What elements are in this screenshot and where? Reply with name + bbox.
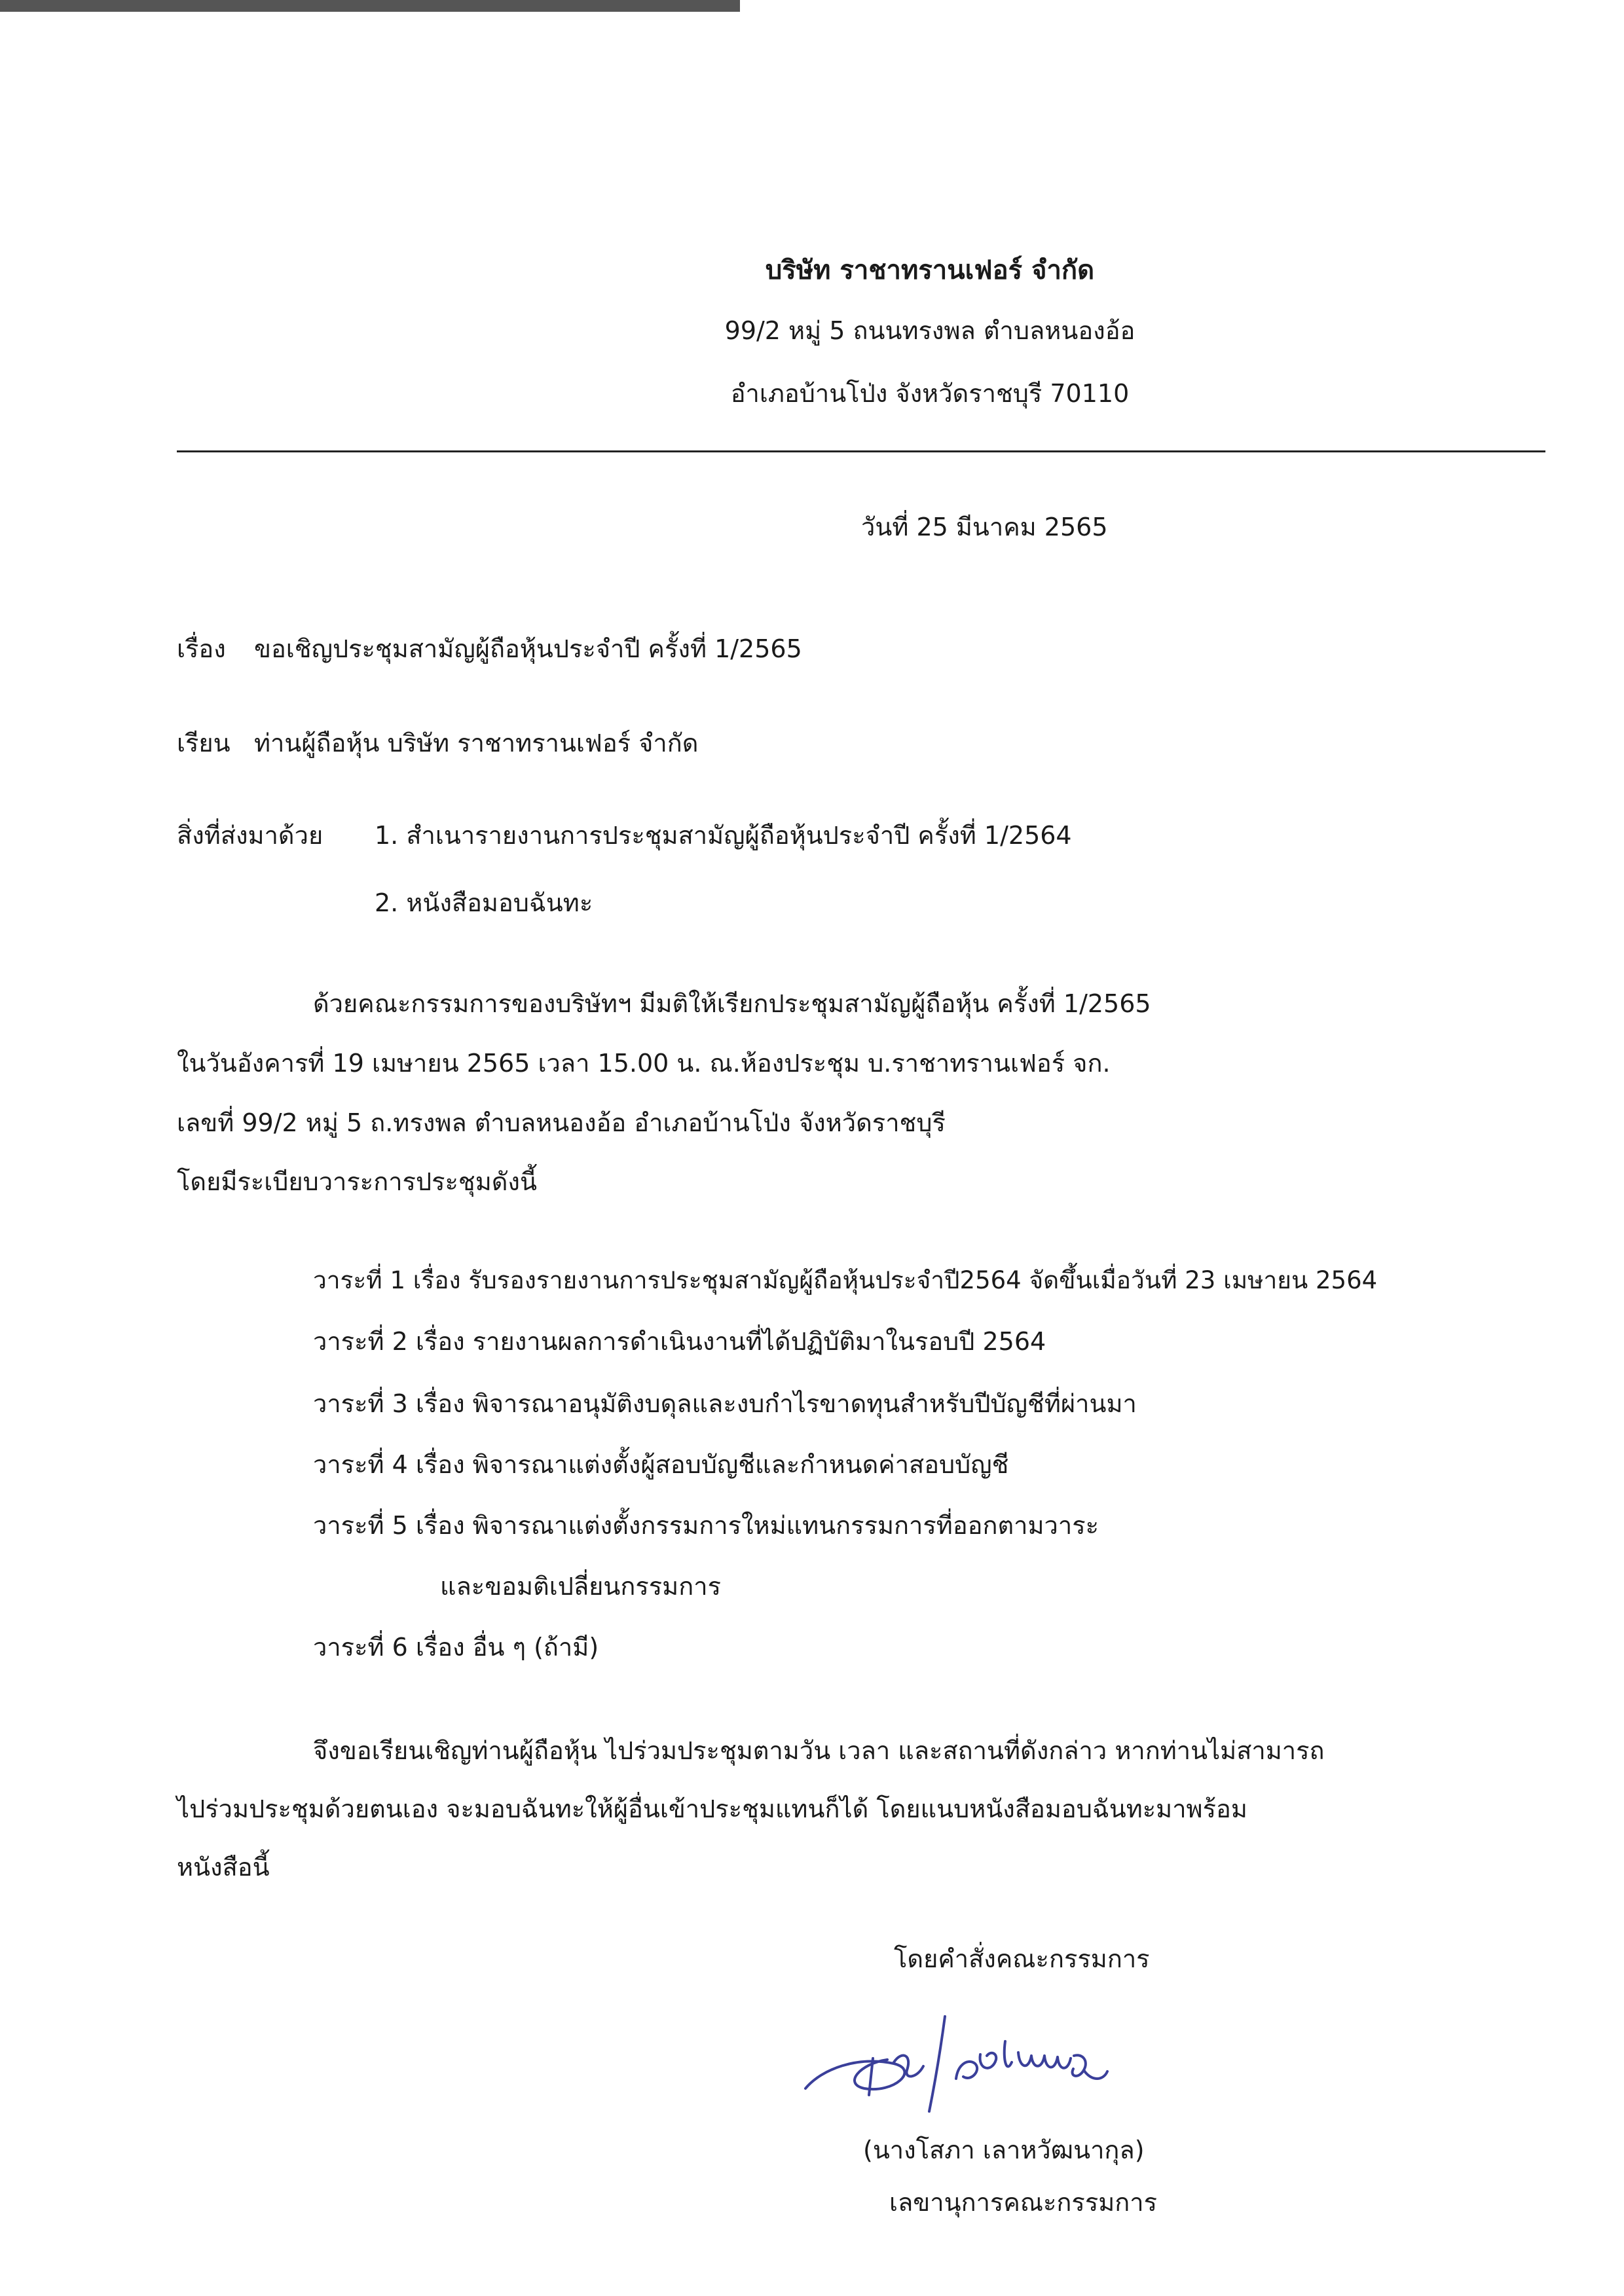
letter-date: วันที่ 25 มีนาคม 2565 bbox=[861, 513, 1108, 541]
subject-label: เรื่อง bbox=[177, 634, 226, 663]
addressee-label: เรียน bbox=[177, 729, 231, 757]
signer-title: เลขานุการคณะกรรมการ bbox=[889, 2188, 1158, 2217]
body-paragraph1-line: โดยมีระเบียบวาระการประชุมดังนี้ bbox=[177, 1167, 537, 1196]
by-order-of-board: โดยคำสั่งคณะกรรมการ bbox=[894, 1944, 1150, 1973]
scan-edge-mark bbox=[0, 0, 740, 12]
company-address-line2: อำเภอบ้านโป่ง จังหวัดราชบุรี 70110 bbox=[730, 379, 1130, 408]
company-name: บริษัท ราชาทรานเฟอร์ จำกัด bbox=[765, 255, 1095, 285]
body-paragraph1-line: เลขที่ 99/2 หมู่ 5 ถ.ทรงพล ตำบลหนองอ้อ อำเภอบ้านโป่ง จังหวัดราชบุรี bbox=[177, 1108, 946, 1137]
agenda-item: วาระที่ 5 เรื่อง พิจารณาแต่งตั้งกรรมการใหม่แทนกรรมการที่ออกตามวาระ bbox=[313, 1511, 1099, 1540]
header-divider bbox=[177, 450, 1545, 452]
agenda-item: วาระที่ 1 เรื่อง รับรองรายงานการประชุมสามัญผู้ถือหุ้นประจำปี2564 จัดขึ้นเมื่อวันที่ 23 เมษายน 2564 bbox=[313, 1266, 1378, 1294]
handwritten-signature bbox=[796, 1990, 1189, 2115]
enclosures-label: สิ่งที่ส่งมาด้วย bbox=[177, 821, 323, 850]
subject-text: ขอเชิญประชุมสามัญผู้ถือหุ้นประจำปี ครั้งที่ 1/2565 bbox=[254, 634, 802, 663]
body-paragraph2-line: จึงขอเรียนเชิญท่านผู้ถือหุ้น ไปร่วมประชุมตามวัน เวลา และสถานที่ดังกล่าว หากท่านไม่สามารถ bbox=[313, 1736, 1325, 1765]
agenda-item: วาระที่ 2 เรื่อง รายงานผลการดำเนินงานที่ได้ปฏิบัติมาในรอบปี 2564 bbox=[313, 1327, 1046, 1356]
enclosure-item: 2. หนังสือมอบฉันทะ bbox=[375, 888, 593, 917]
body-paragraph1-line: ในวันอังคารที่ 19 เมษายน 2565 เวลา 15.00 น. ณ.ห้องประชุม บ.ราชาทรานเฟอร์ จก. bbox=[177, 1049, 1111, 1078]
body-paragraph1-line: ด้วยคณะกรรมการของบริษัทฯ มีมติให้เรียกประชุมสามัญผู้ถือหุ้น ครั้งที่ 1/2565 bbox=[313, 989, 1151, 1018]
body-paragraph2-line: หนังสือนี้ bbox=[177, 1853, 270, 1882]
agenda-item: วาระที่ 4 เรื่อง พิจารณาแต่งตั้งผู้สอบบัญชีและกำหนดค่าสอบบัญชี bbox=[313, 1450, 1009, 1479]
signer-name: (นางโสภา เลาหวัฒนากุล) bbox=[863, 2136, 1145, 2164]
agenda-item-continuation: และขอมติเปลี่ยนกรรมการ bbox=[440, 1572, 721, 1601]
agenda-item: วาระที่ 3 เรื่อง พิจารณาอนุมัติงบดุลและงบกำไรขาดทุนสำหรับปีบัญชีที่ผ่านมา bbox=[313, 1389, 1137, 1418]
agenda-item: วาระที่ 6 เรื่อง อื่น ๆ (ถ้ามี) bbox=[313, 1633, 599, 1662]
addressee-text: ท่านผู้ถือหุ้น บริษัท ราชาทรานเฟอร์ จำกัด bbox=[254, 729, 699, 757]
body-paragraph2-line: ไปร่วมประชุมด้วยตนเอง จะมอบฉันทะให้ผู้อื่นเข้าประชุมแทนก็ได้ โดยแนบหนังสือมอบฉันทะมาพร้อม bbox=[177, 1795, 1247, 1823]
enclosure-item: 1. สำเนารายงานการประชุมสามัญผู้ถือหุ้นประจำปี ครั้งที่ 1/2564 bbox=[375, 821, 1072, 850]
company-address-line1: 99/2 หมู่ 5 ถนนทรงพล ตำบลหนองอ้อ bbox=[724, 316, 1135, 345]
